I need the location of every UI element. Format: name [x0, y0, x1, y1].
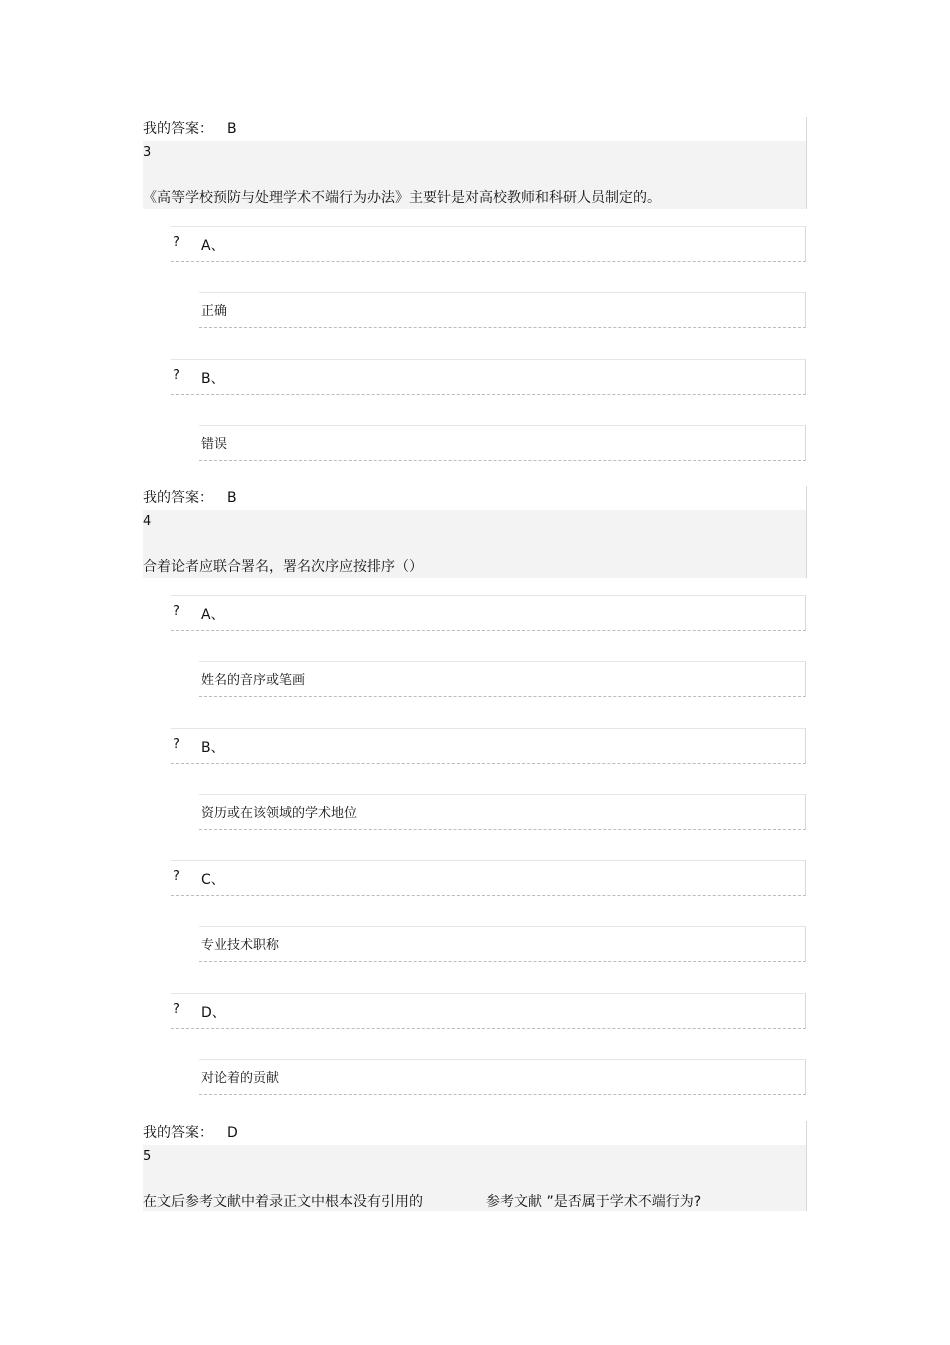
question-3 [143, 141, 807, 209]
option-text: 对论着的贡献 [201, 1071, 280, 1086]
option-marker: ? [173, 604, 180, 619]
answer-label: 我的答案： [143, 1125, 213, 1141]
answer-label: 我的答案： [143, 490, 213, 506]
question-number: 5 [143, 1149, 152, 1164]
question-text-part-1: 在文后参考文献中着录正文中根本没有引用的 [143, 1194, 423, 1210]
option-marker: ? [173, 869, 180, 884]
option-text: 正确 [201, 304, 228, 319]
option-d-text [199, 1059, 806, 1095]
option-marker: ? [173, 1002, 180, 1017]
option-marker: ? [173, 368, 180, 383]
option-letter: B、 [201, 371, 225, 387]
option-b[interactable] [171, 728, 806, 764]
option-letter: B、 [201, 740, 225, 756]
option-b-text [199, 425, 806, 461]
question-number: 3 [143, 145, 152, 160]
option-text: 姓名的音序或笔画 [201, 673, 306, 688]
option-c-text [199, 926, 806, 962]
question-number: 4 [143, 514, 152, 529]
option-letter: A、 [201, 607, 225, 623]
my-answer-q3 [143, 486, 807, 510]
answer-value: B [227, 121, 237, 137]
option-a[interactable] [171, 226, 806, 262]
option-a-text [199, 661, 806, 697]
option-text: 错误 [201, 437, 228, 452]
option-b-text [199, 794, 806, 830]
question-text-part-2: 参考文献 ”是否属于学术不端行为? [486, 1194, 702, 1210]
option-c[interactable] [171, 860, 806, 896]
question-5 [143, 1145, 807, 1211]
option-b[interactable] [171, 359, 806, 395]
option-a[interactable] [171, 595, 806, 631]
option-letter: A、 [201, 238, 225, 254]
option-letter: C、 [201, 872, 225, 888]
my-answer-prev [143, 117, 807, 141]
answer-label: 我的答案： [143, 121, 213, 137]
answer-value: B [227, 490, 237, 506]
question-4 [143, 510, 807, 578]
option-letter: D、 [201, 1005, 226, 1021]
answer-value: D [227, 1125, 238, 1141]
question-text: 合着论者应联合署名，署名次序应按排序（） [143, 559, 423, 575]
option-d[interactable] [171, 993, 806, 1029]
question-text: 《高等学校预防与处理学术不端行为办法》主要针是对高校教师和科研人员制定的。 [143, 190, 661, 206]
option-marker: ? [173, 235, 180, 250]
option-text: 专业技术职称 [201, 938, 280, 953]
option-a-text [199, 292, 806, 328]
option-marker: ? [173, 737, 180, 752]
my-answer-q4 [143, 1121, 807, 1145]
option-text: 资历或在该领域的学术地位 [201, 806, 358, 821]
